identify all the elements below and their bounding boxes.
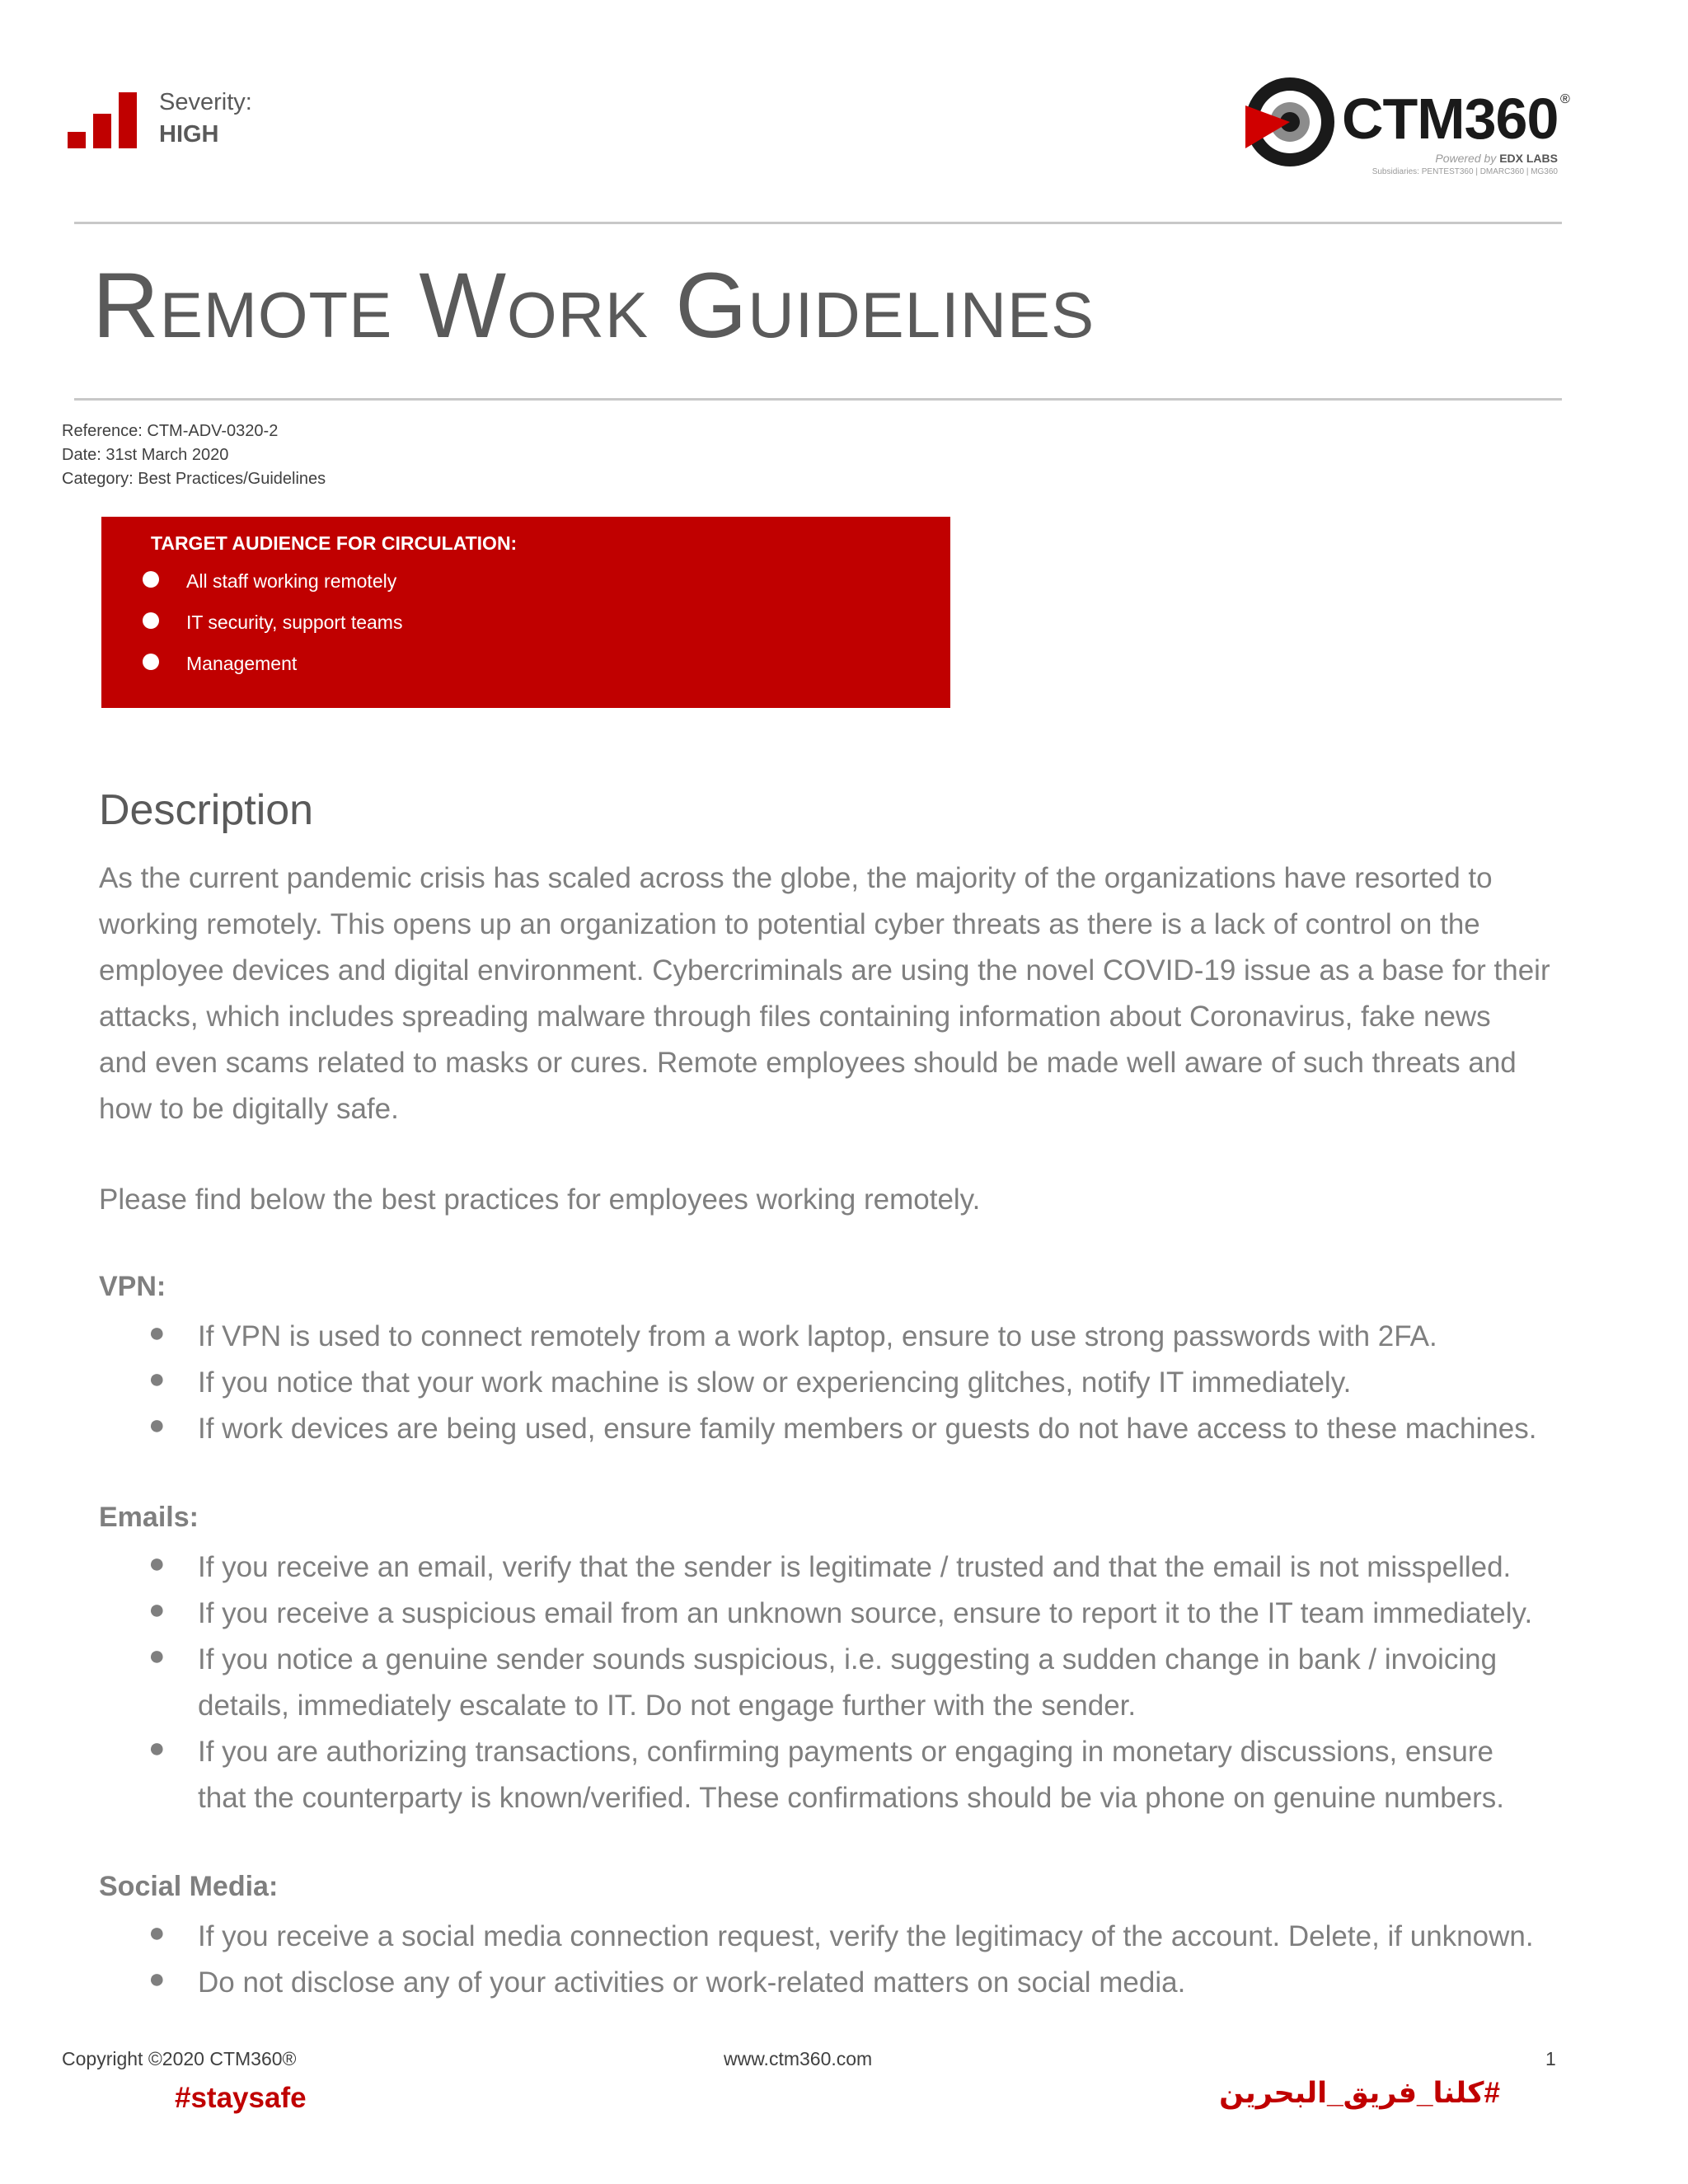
description-intro: Please find below the best practices for employees working remotely. [99, 1183, 981, 1216]
section-heading-vpn: VPN: [99, 1271, 166, 1302]
list-item: If you receive a social media connection request, verify the legitimacy of the account. Delete, if unknown. [198, 1920, 1534, 1952]
meta-date: Date: 31st March 2020 [62, 446, 229, 464]
bullet-icon [143, 571, 159, 588]
section-heading-emails: Emails: [99, 1502, 199, 1533]
severity-bars-icon [68, 92, 137, 148]
list-item-continuation: details, immediately escalate to IT. Do not engage further with the sender. [198, 1690, 1137, 1722]
audience-item: All staff working remotely [186, 570, 397, 592]
bullet-icon: ● [148, 1732, 166, 1764]
audience-item: Management [186, 653, 298, 674]
meta-reference: Reference: CTM-ADV-0320-2 [62, 422, 279, 440]
meta-category: Category: Best Practices/Guidelines [62, 470, 326, 488]
severity-label: Severity: [159, 89, 252, 115]
title-divider [74, 398, 1562, 401]
bullet-icon: ● [148, 1917, 166, 1948]
description-heading: Description [99, 786, 314, 834]
list-item: If you receive a suspicious email from an unknown source, ensure to report it to the IT team immediately. [198, 1597, 1533, 1629]
bullet-icon: ● [148, 1548, 166, 1579]
list-item: If you notice a genuine sender sounds suspicious, i.e. suggesting a sudden change in bank / invoicing [198, 1643, 1498, 1675]
bullet-icon: ● [148, 1640, 166, 1671]
header-divider [74, 222, 1562, 224]
section-heading-social-media: Social Media: [99, 1871, 279, 1902]
list-item: If work devices are being used, ensure family members or guests do not have access to these machines. [198, 1413, 1537, 1445]
hashtag-staysafe: #staysafe [175, 2082, 307, 2114]
footer-website-link[interactable]: www.ctm360.com [724, 2048, 873, 2069]
logo-powered-by: Powered by EDX LABS [1435, 152, 1558, 165]
list-item: Do not disclose any of your activities or work-related matters on social media. [198, 1966, 1186, 1999]
description-paragraph: As the current pandemic crisis has scaled across the globe, the majority of the organizations have resorted to working remotely. This opens up an organization to potential cyber threats as there is a lack of control on the employee devices and digital environment. Cybercriminals are using the novel COVID-19 issue as a base for their attacks, which includes spreading malware through files containing information about Coronavirus, fake news and even scams related to masks or cures. Remote employees should be made well aware of such threats and how to be digitally safe. [99, 862, 1550, 1125]
list-item: If you notice that your work machine is slow or experiencing glitches, notify IT immediately. [198, 1366, 1352, 1399]
bullet-icon: ● [148, 1317, 166, 1348]
bullet-icon: ● [148, 1963, 166, 1994]
logo-registered-mark: ® [1560, 92, 1570, 106]
list-item: If you receive an email, verify that the sender is legitimate / trusted and that the email is not misspelled. [198, 1551, 1512, 1583]
bullet-icon [143, 612, 159, 629]
bullet-icon: ● [148, 1409, 166, 1441]
bullet-icon: ● [148, 1363, 166, 1394]
list-item-continuation: that the counterparty is known/verified. These confirmations should be via phone on genuine numbers. [198, 1782, 1505, 1814]
hashtag-arabic: #كلنا_فريق_البحرين [1219, 2077, 1500, 2109]
audience-item: IT security, support teams [186, 612, 403, 633]
bullet-icon [143, 654, 159, 670]
page-title: Remote Work Guidelines [92, 254, 1095, 357]
logo-subsidiaries: Subsidiaries: PENTEST360 | DMARC360 | MG360 [1372, 167, 1558, 176]
page-number: 1 [1545, 2048, 1556, 2069]
severity-value: HIGH [159, 121, 219, 148]
list-item: If VPN is used to connect remotely from a work laptop, ensure to use strong passwords with 2FA. [198, 1320, 1437, 1352]
list-item: If you are authorizing transactions, confirming payments or engaging in monetary discussions, ensure [198, 1736, 1493, 1768]
logo-name: CTM360 [1342, 87, 1559, 151]
footer-copyright: Copyright ©2020 CTM360® [62, 2048, 297, 2069]
bullet-icon: ● [148, 1594, 166, 1625]
audience-title: TARGET AUDIENCE FOR CIRCULATION: [151, 532, 518, 554]
